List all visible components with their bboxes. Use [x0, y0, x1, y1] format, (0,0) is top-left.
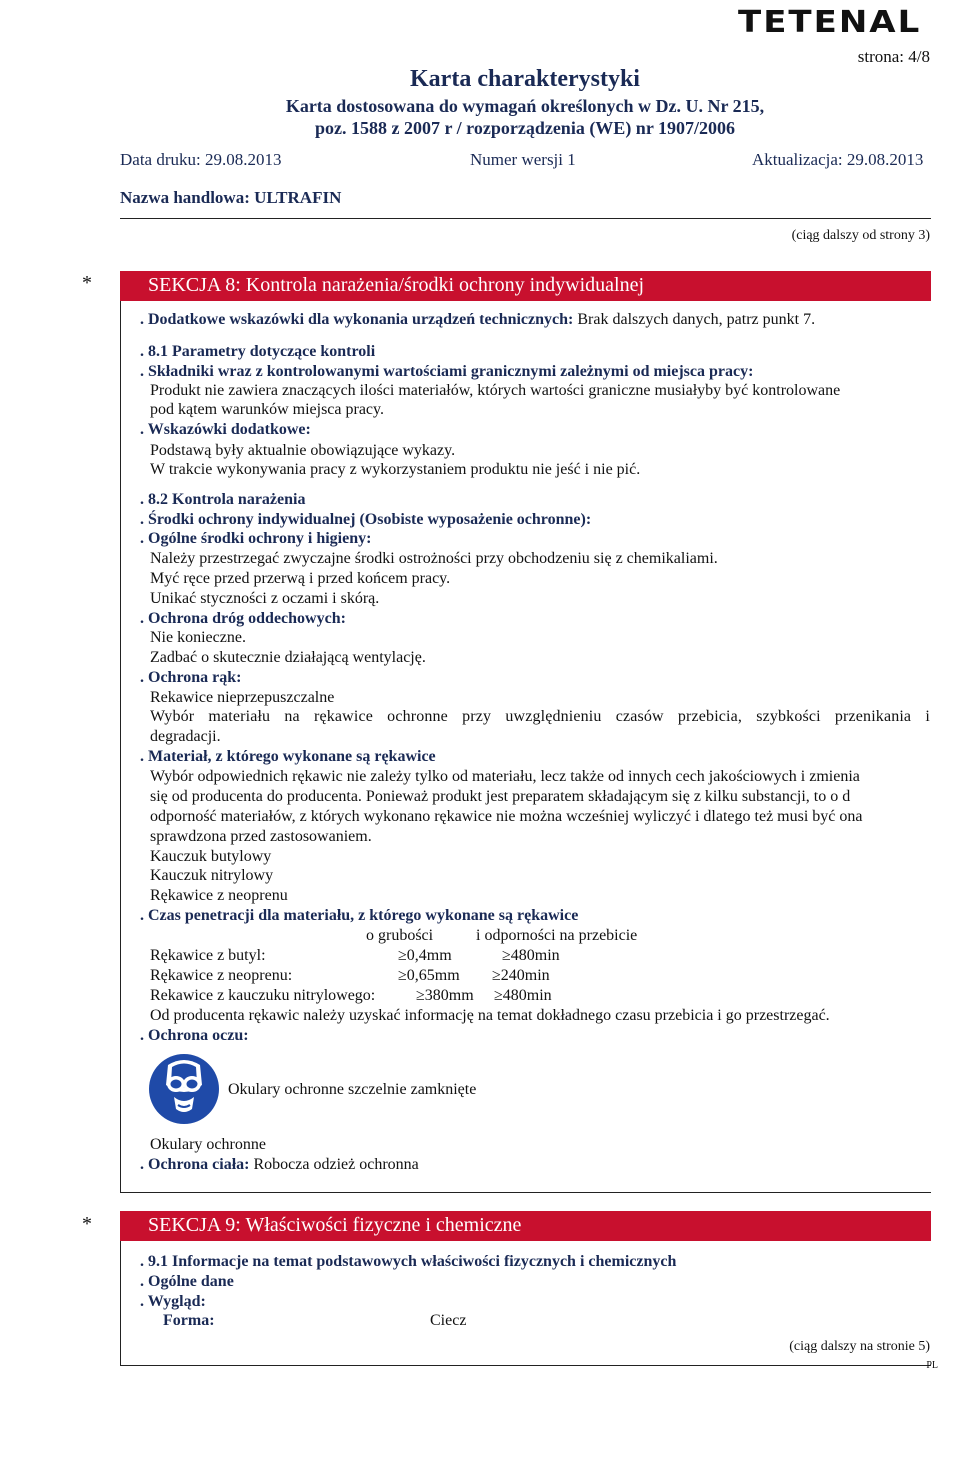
ppe-label: . Środki ochrony indywidualnej (Osobiste wyposażenie ochronne): [140, 511, 592, 528]
components-text-1: Produkt nie zawiera znaczących ilości materiałów, których wartości graniczne musiałyby być kontrolowane [150, 382, 841, 399]
hands-text-1: Rekawice nieprzepuszczalne [150, 689, 335, 706]
hygiene-text-3: Unikać styczności z oczami i skórą. [150, 590, 380, 607]
eyes-label: . Ochrona oczu: [140, 1027, 249, 1044]
body-protection-value: Robocza odzież ochronna [249, 1156, 419, 1173]
glove-material-text-6: Kauczuk nitrylowy [150, 867, 274, 884]
components-text-2: pod kątem warunków miejsca pracy. [150, 401, 384, 418]
tech-hints [140, 310, 815, 330]
section9-header-bar [120, 1211, 931, 1241]
penetration-row-thickness: ≥380mm [416, 987, 474, 1004]
section8-header-bar [120, 271, 931, 301]
version-number: Numer wersji 1 [470, 150, 576, 169]
glove-material-text-3: odporność materiałów, z których wykonano rękawice nie można wcześniej wyliczyć i dlatego też musi być ona [150, 808, 863, 825]
section8-left-border [120, 301, 121, 1192]
penetration-row-time: ≥480min [502, 947, 560, 964]
section9-bottom-border [120, 1365, 931, 1366]
respiratory-text-2: Zadbać o skutecznie działającą wentylację. [150, 649, 426, 666]
respiratory-label: . Ochrona dróg oddechowych: [140, 610, 346, 627]
penetration-row-time: ≥240min [492, 967, 550, 984]
document-title: Karta charakterystyki [410, 66, 640, 92]
subsection-9-1: . 9.1 Informacje na temat podstawowych właściwości fizycznych i chemicznych [140, 1253, 677, 1270]
hands-text-3: degradacji. [150, 728, 221, 745]
section8-change-marker: * [82, 272, 92, 294]
continued-to: (ciąg dalszy na stronie 5) [789, 1339, 930, 1354]
notes-text-1: Podstawą były aktualnie obowiązujące wykazy. [150, 442, 456, 459]
form-value: Ciecz [430, 1312, 467, 1329]
glove-material-text-5: Kauczuk butylowy [150, 848, 272, 865]
glove-material-text-2: się od producenta do producenta. Ponieważ produkt jest preparatem składającym się z kilku substancji, to o d [150, 788, 851, 805]
notes-text-2: W trakcie wykonywania pracy z wykorzystaniem produktu nie jeść i nie pić. [150, 461, 641, 478]
glove-material-text-4: sprawdzona przed zastosowaniem. [150, 828, 372, 845]
eyes-text-1: Okulary ochronne [150, 1136, 266, 1153]
document-subtitle-2: poz. 1588 z 2007 r / rozporządzenia (WE) nr 1907/2006 [315, 118, 735, 138]
penetration-row-thickness: ≥0,4mm [398, 947, 452, 964]
respiratory-text-1: Nie konieczne. [150, 629, 246, 646]
header-divider [120, 218, 931, 219]
section8-title: SEKCJA 8: Kontrola narażenia/środki ochrony indywidualnej [148, 274, 645, 296]
continued-from: (ciąg dalszy od strony 3) [791, 228, 930, 243]
print-date: Data druku: 29.08.2013 [120, 150, 282, 169]
penetration-row-name: Rękawice z neoprenu: [150, 967, 293, 984]
section8-bottom-border [120, 1192, 931, 1193]
body-protection [140, 1155, 419, 1175]
document-subtitle-1: Karta dostosowana do wymagań określonych w Dz. U. Nr 215, [285, 96, 765, 116]
penetration-col-resistance: i odporności na przebicie [476, 927, 638, 944]
hands-label: . Ochrona rąk: [140, 669, 242, 686]
glove-material-label: . Materiał, z którego wykonane są rękawice [140, 748, 436, 765]
company-logo: TETENAL [738, 4, 922, 40]
penetration-label: . Czas penetracji dla materiału, z którego wykonane są rękawice [140, 907, 579, 924]
general-data-label: . Ogólne dane [140, 1273, 234, 1290]
appearance-label: . Wygląd: [140, 1293, 206, 1310]
section9-left-border [120, 1241, 121, 1365]
trade-name: Nazwa handlowa: ULTRAFIN [120, 188, 342, 207]
components-label: . Składniki wraz z kontrolowanymi wartościami granicznymi zależnymi od miejsca pracy: [140, 363, 754, 380]
glove-material-text-1: Wybór odpowiednich rękawic nie zależy tylko od materiału, lecz także od innych cech jakościowych i zmienia [150, 768, 860, 785]
glove-material-text-7: Rękawice z neoprenu [150, 887, 288, 904]
penetration-row-name: Rekawice z kauczuku nitrylowego: [150, 987, 376, 1004]
subsection-8-1: . 8.1 Parametry dotyczące kontroli [140, 343, 376, 360]
notes-label: . Wskazówki dodatkowe: [140, 421, 311, 438]
hygiene-text-2: Myć ręce przed przerwą i przed końcem pracy. [150, 570, 451, 587]
penetration-row-time: ≥480min [494, 987, 552, 1004]
body-protection-label: . Ochrona ciała: [140, 1156, 250, 1173]
language-code: PL [926, 1360, 938, 1371]
penetration-note: Od producenta rękawic należy uzyskać informację na temat dokładnego czasu przebicia i go przestrzegać. [150, 1007, 830, 1024]
form-label: Forma: [163, 1312, 215, 1329]
hygiene-label: . Ogólne środki ochrony i higieny: [140, 530, 372, 547]
tech-hints-label: . Dodatkowe wskazówki dla wykonania urządzeń technicznych: [140, 311, 574, 328]
goggles-icon [148, 1053, 220, 1125]
tech-hints-value: Brak dalszych danych, patrz punkt 7. [573, 311, 816, 328]
section9-title: SEKCJA 9: Właściwości fizyczne i chemiczne [148, 1214, 522, 1236]
goggles-caption: Okulary ochronne szczelnie zamknięte [228, 1081, 477, 1098]
page-number: strona: 4/8 [857, 47, 930, 66]
section9-change-marker: * [82, 1213, 92, 1235]
update-date: Aktualizacja: 29.08.2013 [752, 150, 924, 169]
hygiene-text-1: Należy przestrzegać zwyczajne środki ostrożności przy obchodzeniu się z chemikaliami. [150, 550, 718, 567]
penetration-row-name: Rękawice z butyl: [150, 947, 266, 964]
penetration-col-thickness: o grubości [366, 927, 434, 944]
hands-text-2: Wybór materiału na rękawice ochronne przy uwzględnieniu czasów przebicia, szybkości przenikania i [150, 708, 930, 725]
subsection-8-2: . 8.2 Kontrola narażenia [140, 491, 306, 508]
penetration-row-thickness: ≥0,65mm [398, 967, 460, 984]
